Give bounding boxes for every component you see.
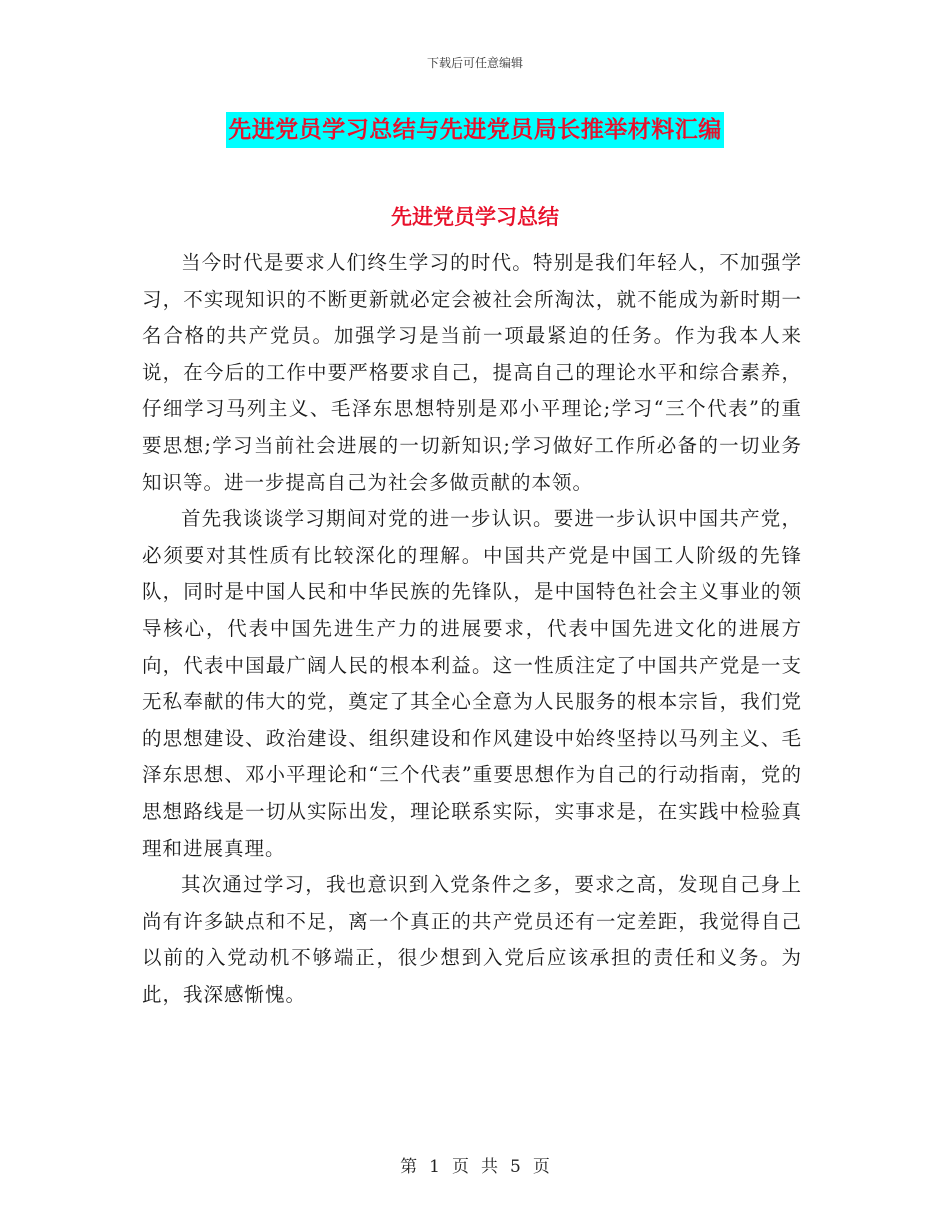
- page-label: 第: [400, 1157, 418, 1177]
- page-footer: [0, 1152, 950, 1177]
- current-page-number: 1: [429, 1157, 440, 1177]
- document-title: 先进党员学习总结与先进党员局长推举材料汇编: [226, 112, 724, 148]
- total-pages-number: 5: [510, 1157, 521, 1177]
- total-unit: 页: [532, 1157, 550, 1177]
- header-note: 下载后可任意编辑: [426, 56, 523, 70]
- paragraph: 当今时代是要求人们终生学习的时代。特别是我们年轻人，不加强学习，不实现知识的不断更新就必定会被社会所淘汰，就不能成为新时期一名合格的共产党员。加强学习是当前一项最紧迫的任务。作为我本人来说，在今后的工作中要严格要求自己，提高自己的理论水平和综合素养，仔细学习马列主义、毛泽东思想特别是邓小平理论;学习“三个代表”的重要思想;学习当前社会进展的一切新知识;学习做好工作所必备的一切业务知识等。进一步提高自己为社会多做贡献的本领。: [142, 251, 802, 494]
- total-label: 共: [481, 1157, 498, 1177]
- document-body: [142, 245, 802, 1013]
- paragraph: 其次通过学习，我也意识到入党条件之多，要求之高，发现自己身上尚有许多缺点和不足，离一个真正的共产党员还有一定差距，我觉得自己以前的入党动机不够端正，很少想到入党后应该承担的责任和义务。为此，我深感惭愧。: [142, 873, 802, 1006]
- section-title: 先进党员学习总结: [391, 205, 559, 229]
- paragraph: 首先我谈谈学习期间对党的进一步认识。要进一步认识中国共产党，必须要对其性质有比较深化的理解。中国共产党是中国工人阶级的先锋队，同时是中国人民和中华民族的先锋队，是中国特色社会主义事业的领导核心，代表中国先进生产力的进展要求，代表中国先进文化的进展方向，代表中国最广阔人民的根本利益。这一性质注定了中国共产党是一支无私奉献的伟大的党，奠定了其全心全意为人民服务的根本宗旨，我们党的思想建设、政治建设、组织建设和作风建设中始终坚持以马列主义、毛泽东思想、邓小平理论和“三个代表”重要思想作为自己的行动指南，党的思想路线是一切从实际出发，理论联系实际，实事求是，在实践中检验真理和进展真理。: [142, 507, 802, 860]
- page-unit: 页: [452, 1157, 469, 1177]
- document-title-container: [0, 112, 950, 148]
